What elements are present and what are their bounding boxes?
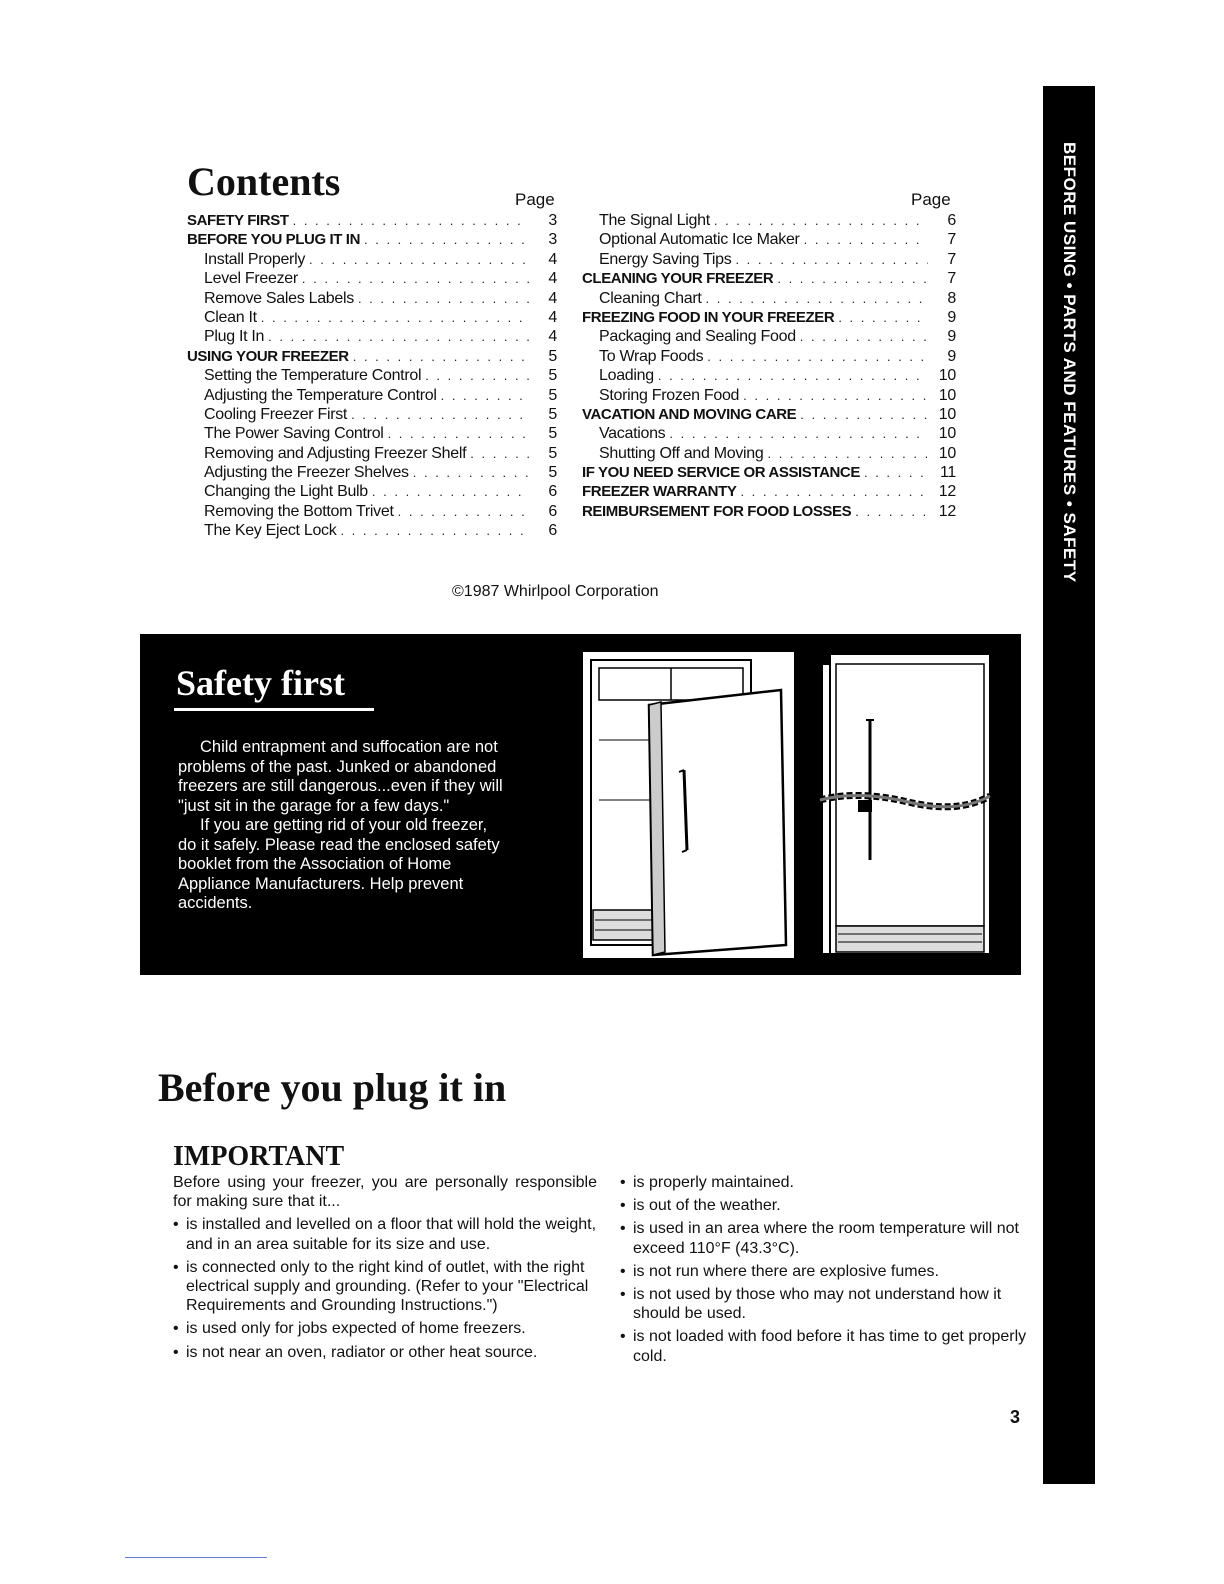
- toc-entry-page: 10: [938, 386, 956, 404]
- toc-entry-page: 11: [939, 464, 956, 482]
- toc-entry-page: 6: [548, 502, 557, 520]
- toc-entry-page: 10: [938, 425, 956, 443]
- toc-entry: [582, 502, 956, 521]
- toc-entry-page: 4: [548, 289, 557, 307]
- toc-entry: [187, 366, 557, 385]
- toc-entry: [582, 308, 956, 327]
- toc-entry: [187, 405, 557, 424]
- safety-paragraph-2: If you are getting rid of your old freezer, do it safely. Please read the enclosed safety booklet from the Association of Home Appliance Manufacturers. Help prevent accidents.: [178, 816, 500, 912]
- contents-title: Contents: [187, 159, 341, 204]
- list-item: • is not used by those who may not understand how it should be used.: [620, 1285, 1030, 1323]
- toc-entry-label: Plug It In: [204, 328, 265, 346]
- important-intro: Before using your freezer, you are personally responsible for making sure that it...: [173, 1174, 597, 1211]
- toc-entry-label: Packaging and Sealing Food: [599, 328, 796, 346]
- toc-entry-label: To Wrap Foods: [599, 347, 704, 365]
- before-you-plug-it-in-title: Before you plug it in: [158, 1065, 507, 1110]
- toc-entry-page: 3: [548, 231, 557, 249]
- toc-entry-label: SAFETY FIRST: [187, 212, 289, 229]
- toc-entry-label: Energy Saving Tips: [599, 250, 732, 268]
- toc-dot-leader: [268, 327, 529, 346]
- freezer-door-removed-illustration: [581, 650, 796, 960]
- toc-dot-leader: [470, 444, 529, 463]
- toc-entry-label: Clean It: [204, 308, 257, 326]
- toc-entry-page: 9: [947, 328, 956, 346]
- toc-dot-leader: [706, 289, 928, 308]
- toc-entry-label: CLEANING YOUR FREEZER: [582, 270, 774, 288]
- toc-dot-leader: [777, 269, 928, 288]
- toc-entry-page: 5: [548, 347, 557, 365]
- toc-dot-leader: [309, 250, 529, 269]
- contents-list-left: [187, 211, 557, 541]
- toc-dot-leader: [743, 386, 928, 405]
- toc-entry: [187, 386, 557, 405]
- toc-entry-page: 9: [947, 347, 956, 365]
- toc-entry: [582, 463, 956, 482]
- toc-entry: [187, 502, 557, 521]
- toc-entry-label: Loading: [599, 367, 654, 385]
- toc-dot-leader: [388, 424, 529, 443]
- toc-entry: [582, 327, 956, 346]
- toc-dot-leader: [864, 463, 928, 482]
- toc-dot-leader: [740, 482, 928, 501]
- page-column-heading-right: Page: [911, 190, 951, 209]
- toc-dot-leader: [735, 250, 928, 269]
- list-item: • is out of the weather.: [620, 1196, 1030, 1215]
- toc-entry: [187, 424, 557, 443]
- toc-entry-page: 4: [548, 270, 557, 288]
- toc-dot-leader: [800, 405, 928, 424]
- toc-dot-leader: [261, 308, 529, 327]
- requirements-list-left: [173, 1215, 597, 1361]
- toc-dot-leader: [398, 502, 529, 521]
- toc-dot-leader: [855, 502, 928, 521]
- toc-dot-leader: [425, 366, 529, 385]
- toc-entry-page: 10: [938, 367, 956, 385]
- toc-dot-leader: [707, 347, 928, 366]
- toc-entry-page: 7: [947, 231, 956, 249]
- toc-entry-label: Adjusting the Freezer Shelves: [204, 464, 409, 482]
- toc-entry-label: Install Properly: [204, 250, 306, 268]
- toc-dot-leader: [413, 463, 529, 482]
- toc-entry-page: 8: [947, 289, 956, 307]
- toc-entry: [187, 482, 557, 501]
- toc-dot-leader: [441, 386, 529, 405]
- toc-entry: [187, 289, 557, 308]
- toc-dot-leader: [767, 444, 928, 463]
- toc-entry-label: IF YOU NEED SERVICE OR ASSISTANCE: [582, 464, 860, 482]
- toc-entry-label: Vacations: [599, 425, 666, 443]
- toc-dot-leader: [838, 308, 928, 327]
- freezer-chained-illustration: [818, 650, 994, 960]
- page-number: 3: [1010, 1407, 1021, 1427]
- toc-entry: [582, 444, 956, 463]
- toc-entry: [187, 521, 557, 540]
- toc-dot-leader: [804, 230, 928, 249]
- toc-dot-leader: [800, 327, 928, 346]
- toc-entry: [582, 386, 956, 405]
- section-side-tab-label: BEFORE USING • PARTS AND FEATURES • SAFETY: [1060, 142, 1079, 583]
- toc-entry: [582, 366, 956, 385]
- toc-entry-label: Storing Frozen Food: [599, 386, 740, 404]
- list-item: • is installed and levelled on a floor that will hold the weight, and in an area suitable for its size and use.: [173, 1215, 597, 1253]
- list-item: • is properly maintained.: [620, 1173, 1030, 1192]
- toc-entry-label: FREEZER WARRANTY: [582, 483, 737, 501]
- contents-list-right: [582, 211, 956, 521]
- toc-entry: [582, 289, 956, 308]
- toc-entry-page: 6: [947, 212, 956, 229]
- toc-entry: [187, 347, 557, 366]
- safety-first-title: Safety first: [176, 663, 345, 703]
- toc-entry: [187, 444, 557, 463]
- toc-entry: [187, 463, 557, 482]
- important-left-column: [173, 1173, 597, 1366]
- toc-entry-label: FREEZING FOOD IN YOUR FREEZER: [582, 308, 835, 326]
- toc-entry-page: 4: [548, 250, 557, 268]
- toc-entry: [187, 269, 557, 288]
- toc-entry-label: USING YOUR FREEZER: [187, 347, 349, 365]
- toc-entry-label: Cleaning Chart: [599, 289, 702, 307]
- toc-entry-page: 12: [938, 502, 956, 520]
- toc-dot-leader: [293, 211, 529, 230]
- toc-entry-label: The Key Eject Lock: [204, 522, 337, 540]
- toc-entry: [582, 424, 956, 443]
- toc-entry-page: 12: [938, 483, 956, 501]
- toc-entry-label: Setting the Temperature Control: [204, 367, 422, 385]
- list-item: • is not run where there are explosive fumes.: [620, 1262, 1030, 1281]
- toc-dot-leader: [658, 366, 928, 385]
- toc-entry-label: Shutting Off and Moving: [599, 444, 764, 462]
- toc-entry-label: VACATION AND MOVING CARE: [582, 405, 797, 423]
- toc-entry-label: Removing the Bottom Trivet: [204, 502, 394, 520]
- toc-entry-label: Adjusting the Temperature Control: [204, 386, 437, 404]
- toc-entry-page: 6: [548, 483, 557, 501]
- toc-dot-leader: [669, 424, 928, 443]
- toc-entry: [187, 250, 557, 269]
- toc-entry-page: 7: [947, 270, 956, 288]
- toc-entry-label: REIMBURSEMENT FOR FOOD LOSSES: [582, 502, 852, 520]
- toc-entry-page: 5: [548, 464, 557, 482]
- toc-entry-label: Changing the Light Bulb: [204, 483, 368, 501]
- toc-entry: [187, 308, 557, 327]
- requirements-list-right: [620, 1173, 1030, 1366]
- toc-entry: [582, 269, 956, 288]
- toc-entry-page: 6: [548, 522, 557, 540]
- toc-entry-page: 5: [548, 367, 557, 385]
- toc-entry-page: 5: [548, 444, 557, 462]
- list-item: • is used only for jobs expected of home freezers.: [173, 1319, 597, 1338]
- toc-dot-leader: [353, 347, 529, 366]
- list-item: • is not loaded with food before it has time to get properly cold.: [620, 1327, 1030, 1365]
- safety-title-underline: [174, 708, 374, 711]
- toc-entry: [187, 211, 557, 230]
- important-right-column: [620, 1173, 1030, 1370]
- toc-entry-page: 7: [947, 250, 956, 268]
- toc-entry-label: The Power Saving Control: [204, 425, 384, 443]
- page-column-heading-left: Page: [515, 190, 555, 209]
- toc-entry: [582, 482, 956, 501]
- toc-entry-label: Removing and Adjusting Freezer Shelf: [204, 444, 467, 462]
- toc-entry-label: Optional Automatic Ice Maker: [599, 231, 800, 249]
- list-item: • is not near an oven, radiator or other heat source.: [173, 1343, 597, 1362]
- safety-paragraph-1: Child entrapment and suffocation are not problems of the past. Junked or abandoned freezers are still dangerous...even if they will "just sit in the garage for a few days.": [178, 738, 503, 815]
- toc-entry-page: 10: [938, 405, 956, 423]
- toc-dot-leader: [714, 211, 928, 230]
- toc-dot-leader: [364, 230, 529, 249]
- toc-dot-leader: [358, 289, 529, 308]
- toc-entry-label: BEFORE YOU PLUG IT IN: [187, 231, 361, 249]
- list-item: • is used in an area where the room temperature will not exceed 110°F (43.3°C).: [620, 1219, 1030, 1257]
- list-item: • is connected only to the right kind of outlet, with the right electrical supply and grounding. (Refer to your "Electrical Requirements and Grounding Instructions."): [173, 1258, 597, 1316]
- toc-entry: [582, 230, 956, 249]
- toc-entry-label: Cooling Freezer First: [204, 405, 348, 423]
- toc-dot-leader: [372, 482, 529, 501]
- toc-entry: [582, 211, 956, 230]
- copyright-notice: ©1987 Whirlpool Corporation: [452, 583, 659, 600]
- toc-entry-page: 5: [548, 386, 557, 404]
- toc-dot-leader: [351, 405, 529, 424]
- toc-entry: [582, 405, 956, 424]
- toc-dot-leader: [302, 269, 529, 288]
- toc-entry-label: Remove Sales Labels: [204, 289, 354, 307]
- toc-entry: [582, 347, 956, 366]
- toc-entry-page: 10: [938, 444, 956, 462]
- toc-entry: [187, 327, 557, 346]
- toc-entry-page: 5: [548, 405, 557, 423]
- toc-entry-label: The Signal Light: [599, 212, 710, 229]
- safety-first-text: [178, 738, 508, 914]
- toc-entry: [582, 250, 956, 269]
- toc-entry-page: 4: [548, 308, 557, 326]
- important-heading: IMPORTANT: [173, 1141, 345, 1172]
- footnote-rule: [125, 1557, 267, 1558]
- toc-entry-page: 9: [947, 308, 956, 326]
- toc-entry-label: Level Freezer: [204, 270, 298, 288]
- toc-entry-page: 3: [548, 212, 557, 229]
- toc-entry-page: 4: [548, 328, 557, 346]
- toc-dot-leader: [340, 521, 529, 540]
- toc-entry-page: 5: [548, 425, 557, 443]
- toc-entry: [187, 230, 557, 249]
